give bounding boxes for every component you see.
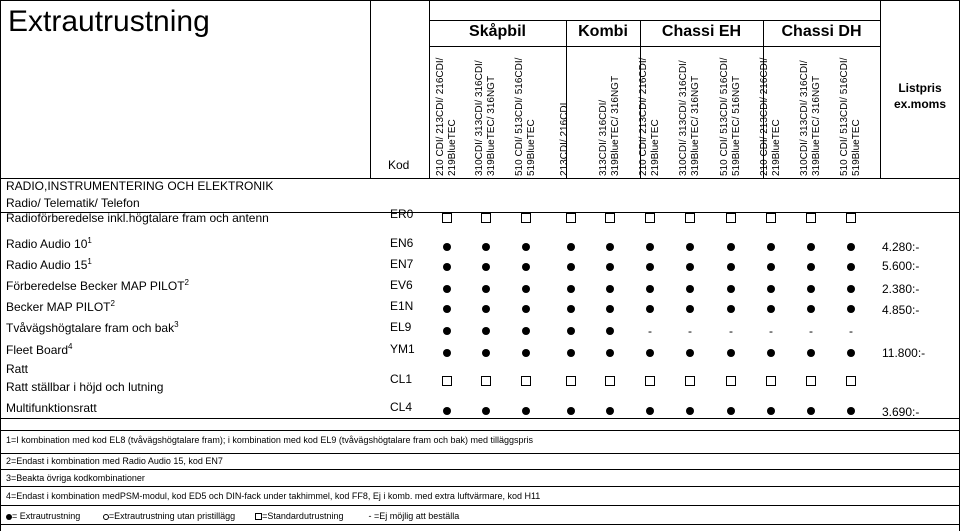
filled-dot-icon [767,349,775,357]
listpris-line-2: ex.moms [893,97,947,111]
footnote-marker: 3 [174,320,179,329]
square-icon [442,376,452,386]
note-4: 4=Endast i kombination medPSM-modul, kod ED5 och DIN-fack under takhimmel, kod FF8, Ej i komb. med extra luftvärmare, kod H11 [6,491,541,501]
filled-dot-icon [686,305,694,313]
filled-dot-icon [606,263,614,271]
dash-icon: - [688,324,692,338]
square-icon [605,213,615,223]
square-icon [846,213,856,223]
row-label-text: Multifunktionsratt [6,401,97,415]
divider-note-3 [0,486,960,487]
border-top [0,0,960,1]
row-code: CL4 [390,400,413,414]
filled-dot-icon [686,285,694,293]
filled-dot-icon [847,407,855,415]
footnote-marker: 1 [87,236,92,245]
square-icon [766,376,776,386]
column-header-3: 510 CDI/ 513CDI/ 516CDI/ 519BlueTEC [514,57,537,176]
filled-dot-icon [606,305,614,313]
square-icon [766,213,776,223]
row-label [6,401,97,415]
filled-dot-icon [606,407,614,415]
divider-kod-left [370,0,371,178]
filled-dot-icon [522,407,530,415]
square-icon [566,376,576,386]
square-icon [605,376,615,386]
filled-dot-icon [482,327,490,335]
legend-optional: =Extrautrustning utan pristillägg [108,511,236,521]
filled-dot-icon [522,305,530,313]
filled-dot-icon [686,243,694,251]
footnote-marker: 2 [110,299,115,308]
filled-dot-icon [727,285,735,293]
filled-dot-icon [482,305,490,313]
filled-dot-icon [646,263,654,271]
divider-note-2 [0,469,960,470]
row-label [6,278,189,293]
legend [6,511,459,521]
ratt-heading: Ratt [6,362,29,376]
square-icon [726,376,736,386]
filled-dot-icon [767,305,775,313]
filled-dot-icon [847,285,855,293]
dash-icon: - [729,324,733,338]
filled-dot-icon [767,263,775,271]
filled-dot-icon [767,285,775,293]
page-title: Extrautrustning [8,5,210,38]
row-code: EN7 [390,257,414,271]
square-icon [685,213,695,223]
square-icon [806,213,816,223]
row-code: E1N [390,299,414,313]
row-price: 4.280:- [882,240,920,254]
divider-table-bottom [0,418,960,419]
filled-dot-icon [522,285,530,293]
column-header-9: 210 CDI/ 213CDI/ 216CDI/ 219BlueTEC [759,57,782,176]
column-header-6: 210 CDI/ 213CDI/ 216CDI/ 219BlueTEC [638,57,661,176]
filled-dot-icon [767,407,775,415]
square-icon [846,376,856,386]
filled-dot-icon [482,407,490,415]
dash-icon: - [809,324,813,338]
filled-dot-icon [807,349,815,357]
group-chassi-eh: Chassi EH [661,23,742,40]
divider-note-1 [0,453,960,454]
row-code: CL1 [390,372,413,386]
row-label-text: Radio Audio 10 [6,237,88,251]
filled-dot-icon [567,305,575,313]
filled-dot-icon [767,243,775,251]
filled-dot-icon [807,243,815,251]
row-label [6,342,73,357]
column-header-1: 210 CDI/ 213CDI/ 216CDI/ 219BlueTEC [435,57,458,176]
filled-dot-icon [686,349,694,357]
footnote-marker: 1 [87,257,92,266]
listpris-header [880,80,960,112]
row-label-text: Förberedelse Becker MAP PILOT [6,279,185,293]
filled-dot-icon [482,263,490,271]
filled-dot-icon [443,327,451,335]
filled-dot-icon [727,263,735,271]
filled-dot-icon [443,305,451,313]
row-code: EN6 [390,236,414,250]
filled-dot-icon [727,407,735,415]
divider-groups-bottom [429,46,880,47]
footnote-marker: 2 [184,278,189,287]
filled-dot-icon [567,327,575,335]
filled-dot-icon [443,263,451,271]
listpris-line-1: Listpris [898,81,942,95]
filled-dot-icon [646,243,654,251]
note-3: 3=Beakta övriga kodkombinationer [6,473,145,483]
legend-box: =Standardutrustning [262,511,344,521]
filled-dot-icon [807,407,815,415]
filled-dot-icon [443,285,451,293]
footnote-marker: 4 [68,342,73,351]
group-kombi: Kombi [578,23,628,40]
filled-dot-icon [606,243,614,251]
column-header-10: 310CDI/ 313CDI/ 316CDI/ 319BlueTEC/ 316NGT [799,60,822,176]
row-label [6,299,115,314]
filled-dot-icon [847,305,855,313]
filled-dot-icon [567,407,575,415]
row-label [6,236,92,251]
border-left [0,0,1,531]
square-icon [521,376,531,386]
filled-dot-icon [443,407,451,415]
filled-dot-icon [482,243,490,251]
filled-dot-icon [686,263,694,271]
filled-dot-icon [686,407,694,415]
section-subtitle: Radio/ Telematik/ Telefon [6,196,140,210]
row-label-text: Radioförberedelse inkl.högtalare fram och antenn [6,211,269,225]
row-price: 2.380:- [882,282,920,296]
square-icon [442,213,452,223]
filled-dot-icon [606,285,614,293]
row-code: EV6 [390,278,413,292]
row-code: YM1 [390,342,415,356]
row-label [6,257,92,272]
divider-legend [0,524,960,525]
square-icon [481,376,491,386]
filled-dot-icon [482,349,490,357]
square-icon [645,376,655,386]
note-2: 2=Endast i kombination med Radio Audio 15, kod EN7 [6,456,223,466]
row-label-text: Radio Audio 15 [6,258,88,272]
row-label-text: Fleet Board [6,343,69,357]
square-icon [726,213,736,223]
row-price: 4.850:- [882,303,920,317]
filled-dot-icon [727,305,735,313]
row-code: EL9 [390,320,412,334]
row-label [6,380,163,394]
filled-dot-icon [606,327,614,335]
legend-dash: - =Ej möjlig att beställa [368,511,460,521]
filled-dot-icon [522,243,530,251]
row-label-text: Tvåvägshögtalare fram och bak [6,321,175,335]
filled-dot-icon [522,327,530,335]
filled-dot-icon [567,243,575,251]
section-title: RADIO,INSTRUMENTERING OCH ELEKTRONIK [6,179,274,193]
filled-dot-icon [807,263,815,271]
row-label-text: Ratt ställbar i höjd och lutning [6,380,164,394]
divider-notes-top [0,430,960,431]
square-icon [685,376,695,386]
group-chassi-dh: Chassi DH [781,23,862,40]
column-header-4: 213CDI/ 216CDI [559,102,570,176]
filled-dot-icon [443,243,451,251]
filled-dot-icon [567,349,575,357]
dash-icon: - [648,324,652,338]
dash-icon: - [849,324,853,338]
dash-icon: - [769,324,773,338]
filled-dot-icon [646,349,654,357]
square-icon [806,376,816,386]
filled-dot-icon [522,263,530,271]
filled-dot-icon [847,243,855,251]
column-header-8: 510 CDI/ 513CDI/ 516CDI/ 519BlueTEC/ 516NGT [719,57,742,176]
filled-dot-icon [847,349,855,357]
filled-dot-icon [807,285,815,293]
legend-standard: = Extrautrustning [12,511,81,521]
row-label [6,211,269,225]
column-header-11: 510 CDI/ 513CDI/ 516CDI/ 519BlueTEC [839,57,862,176]
filled-dot-icon [807,305,815,313]
filled-dot-icon [727,349,735,357]
square-icon [645,213,655,223]
filled-dot-icon [567,285,575,293]
filled-dot-icon [646,305,654,313]
row-label [6,320,179,335]
filled-dot-icon [847,263,855,271]
note-1: 1=I kombination med kod EL8 (tvåvägshögtalare fram); i kombination med kod EL9 (tvåvägshögtalare fram och bak) med tilläggspris [6,435,534,445]
kod-header: Kod [388,158,410,172]
group-skapbil: Skåpbil [469,23,526,40]
filled-dot-icon [646,407,654,415]
filled-dot-icon [482,285,490,293]
row-price: 11.800:- [882,346,926,360]
square-icon [521,213,531,223]
filled-dot-icon [727,243,735,251]
square-icon [566,213,576,223]
filled-dot-icon [567,263,575,271]
filled-dot-icon [443,349,451,357]
filled-dot-icon [646,285,654,293]
column-header-7: 310CDI/ 313CDI/ 316CDI/ 319BlueTEC/ 316NGT [678,60,701,176]
row-label-text: Becker MAP PILOT [6,300,111,314]
row-code: ER0 [390,207,414,221]
row-price: 3.690:- [882,405,920,419]
filled-dot-icon [606,349,614,357]
divider-note-4 [0,505,960,506]
row-price: 5.600:- [882,259,920,273]
column-header-5: 313CDI/ 316CDI/ 319BlueTEC/ 316NGT [598,75,621,176]
filled-dot-icon [522,349,530,357]
column-header-2: 310CDI/ 313CDI/ 316CDI/ 319BlueTEC/ 316NGT [474,60,497,176]
square-icon [481,213,491,223]
